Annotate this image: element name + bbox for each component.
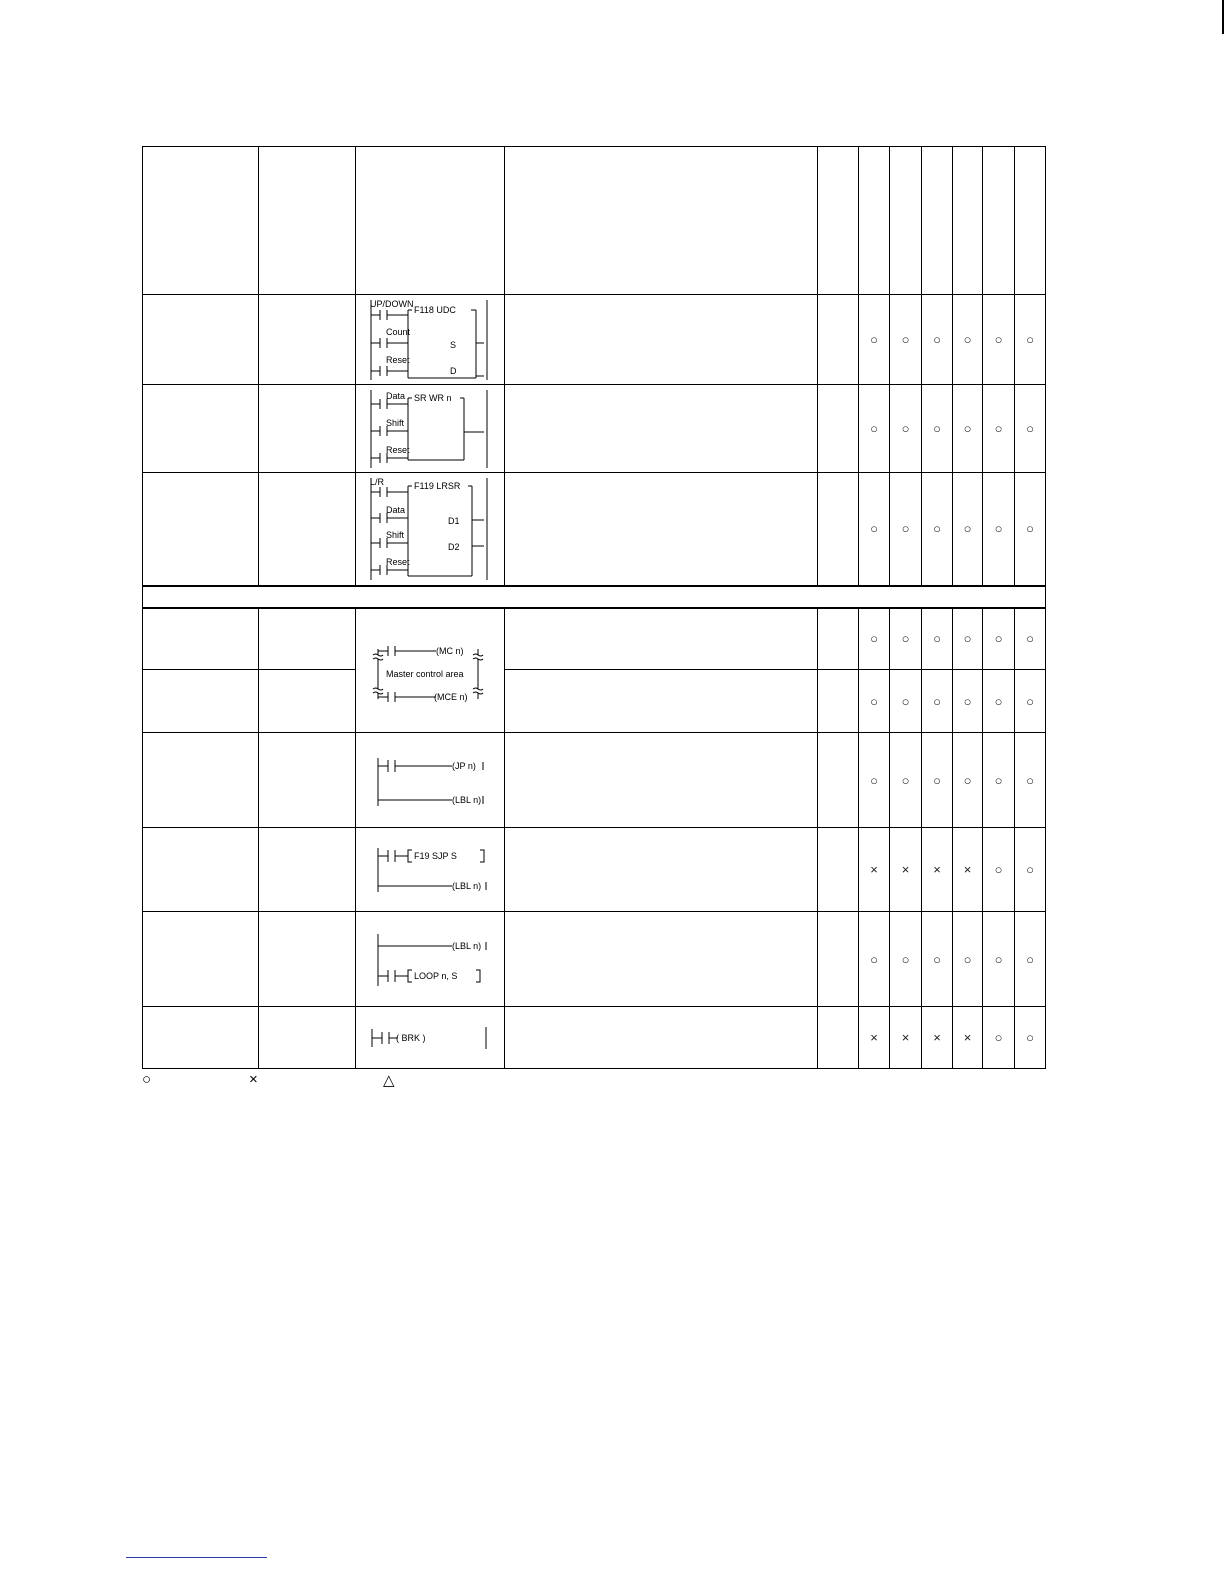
availability-mark: ○ (859, 912, 890, 1007)
mce-coil-label: (MCE n) (434, 692, 468, 703)
lrsr-input-shift: Shift (386, 529, 405, 540)
mnemonic-cell (259, 608, 356, 670)
availability-mark: ○ (922, 385, 953, 473)
availability-mark: ○ (1015, 385, 1046, 473)
description-cell (505, 385, 818, 473)
lrsr-operand-d1: D1 (448, 515, 460, 526)
availability-mark: ○ (922, 608, 953, 670)
availability-mark: ○ (890, 733, 922, 828)
mnemonic-cell (259, 828, 356, 912)
availability-mark: ○ (1015, 912, 1046, 1007)
sr-input-shift: Shift (386, 417, 405, 428)
lrsr-operand-d2: D2 (448, 541, 460, 552)
mnemonic-cell (259, 733, 356, 828)
table-row (143, 670, 1046, 733)
lbl-coil-label: (LBL n) (452, 795, 482, 805)
ladder-cell (356, 1007, 505, 1069)
ladder-cell (356, 295, 505, 385)
availability-mark: ○ (953, 608, 983, 670)
table-row (143, 473, 1046, 586)
sjp-box-label: F19 SJP S (414, 850, 457, 861)
instruction-name-cell (143, 733, 259, 828)
steps-cell (818, 295, 859, 385)
header-cell (818, 147, 859, 295)
availability-mark: ○ (859, 295, 890, 385)
description-cell (505, 912, 818, 1007)
availability-mark: × (922, 828, 953, 912)
lrsr-input-reset: Reset (386, 556, 410, 567)
loop-lbl-coil-label: (LBL n) (452, 941, 482, 951)
availability-mark: ○ (1015, 608, 1046, 670)
table-row (143, 295, 1046, 385)
availability-mark: ○ (1015, 733, 1046, 828)
description-cell (505, 1007, 818, 1069)
instruction-name-cell (143, 1007, 259, 1069)
section-heading-cell (143, 586, 1046, 608)
ladder-cell (356, 733, 505, 828)
description-cell (505, 828, 818, 912)
header-cell (356, 147, 505, 295)
availability-mark: × (890, 1007, 922, 1069)
instruction-name-cell (143, 828, 259, 912)
instruction-table (142, 146, 1046, 1069)
sr-instruction-label: SR WR n (414, 392, 452, 403)
availability-mark: ○ (890, 473, 922, 586)
udc-input-updown: UP/DOWN (370, 298, 414, 309)
availability-mark: ○ (983, 828, 1015, 912)
section-separator-row (143, 586, 1046, 608)
availability-mark: ○ (859, 385, 890, 473)
header-cell (143, 147, 259, 295)
description-cell (505, 670, 818, 733)
availability-mark: ○ (1015, 473, 1046, 586)
table-header-row (143, 147, 1046, 295)
availability-mark: ○ (953, 473, 983, 586)
availability-mark: ○ (922, 295, 953, 385)
mnemonic-cell (259, 1007, 356, 1069)
header-cell (922, 147, 953, 295)
mc-coil-label: (MC n) (436, 646, 464, 657)
udc-operand-s: S (450, 339, 457, 350)
table-row (143, 912, 1046, 1007)
legend-available-symbol: ○ (142, 1071, 152, 1088)
table-row (143, 733, 1046, 828)
availability-mark: ○ (983, 473, 1015, 586)
steps-cell (818, 670, 859, 733)
availability-mark: ○ (922, 733, 953, 828)
udc-input-reset: Reset (386, 354, 410, 365)
instruction-name-cell (143, 912, 259, 1007)
header-cell (859, 147, 890, 295)
ladder-cell (356, 473, 505, 586)
description-cell (505, 473, 818, 586)
description-cell (505, 733, 818, 828)
availability-mark: ○ (983, 1007, 1015, 1069)
mnemonic-cell (259, 912, 356, 1007)
availability-mark: ○ (953, 385, 983, 473)
jp-ladder-diagram (368, 744, 492, 816)
steps-cell (818, 733, 859, 828)
lrsr-input-data: Data (386, 504, 406, 515)
steps-cell (818, 385, 859, 473)
steps-cell (818, 828, 859, 912)
availability-mark: ○ (983, 385, 1015, 473)
legend-partial-symbol: △ (383, 1072, 395, 1089)
availability-mark: ○ (859, 473, 890, 586)
steps-cell (818, 608, 859, 670)
instruction-name-cell (143, 473, 259, 586)
mnemonic-cell (259, 295, 356, 385)
availability-mark: ○ (953, 733, 983, 828)
table-row (143, 828, 1046, 912)
ladder-cell (356, 608, 505, 733)
brk-ladder-diagram (368, 1023, 492, 1053)
description-cell (505, 608, 818, 670)
sjp-lbl-coil-label: (LBL n) (452, 880, 482, 891)
udc-instruction-label: F118 UDC (414, 304, 456, 315)
sr-input-data: Data (386, 390, 406, 401)
availability-mark: ○ (953, 670, 983, 733)
steps-cell (818, 473, 859, 586)
table-row (143, 608, 1046, 670)
lrsr-ladder-diagram (368, 476, 492, 582)
mnemonic-cell (259, 473, 356, 586)
mnemonic-cell (259, 385, 356, 473)
availability-mark: ○ (859, 670, 890, 733)
steps-cell (818, 1007, 859, 1069)
jp-coil-label: (JP n) (452, 761, 476, 771)
availability-mark: ○ (983, 295, 1015, 385)
availability-mark: ○ (890, 295, 922, 385)
availability-mark: ○ (983, 733, 1015, 828)
sr-input-reset: Reset (386, 444, 410, 455)
availability-mark: × (859, 828, 890, 912)
availability-mark: ○ (890, 385, 922, 473)
availability-mark: ○ (983, 670, 1015, 733)
header-cell (259, 147, 356, 295)
availability-mark: × (922, 1007, 953, 1069)
availability-mark: ○ (859, 608, 890, 670)
availability-mark: × (890, 828, 922, 912)
availability-mark: ○ (890, 608, 922, 670)
availability-mark: ○ (1015, 295, 1046, 385)
availability-mark: × (953, 1007, 983, 1069)
availability-mark: ○ (983, 912, 1015, 1007)
mnemonic-cell (259, 670, 356, 733)
header-cell (890, 147, 922, 295)
header-cell (953, 147, 983, 295)
udc-operand-d: D (450, 365, 457, 376)
availability-mark: ○ (953, 295, 983, 385)
steps-cell (818, 912, 859, 1007)
brk-coil-label: ( BRK ) (396, 1032, 426, 1043)
availability-mark: ○ (1015, 828, 1046, 912)
lrsr-input-lr: L/R (370, 476, 385, 487)
header-cell (983, 147, 1015, 295)
loop-box-label: LOOP n, S (414, 971, 458, 981)
sjp-ladder-diagram (368, 840, 492, 900)
availability-mark: ○ (983, 608, 1015, 670)
instruction-name-cell (143, 608, 259, 670)
header-cell (1015, 147, 1046, 295)
loop-ladder-diagram (368, 924, 492, 994)
mc-ladder-diagram (368, 625, 492, 715)
ladder-cell (356, 385, 505, 473)
availability-mark: × (859, 1007, 890, 1069)
footer-link-underline (126, 1557, 267, 1558)
ladder-cell (356, 912, 505, 1007)
availability-mark: ○ (953, 912, 983, 1007)
lrsr-instruction-label: F119 LRSR (414, 480, 461, 491)
instruction-name-cell (143, 295, 259, 385)
availability-mark: ○ (1015, 1007, 1046, 1069)
instruction-name-cell (143, 385, 259, 473)
availability-mark: ○ (890, 912, 922, 1007)
availability-mark: ○ (859, 733, 890, 828)
legend-not-available-symbol: × (249, 1071, 258, 1088)
table-row (143, 1007, 1046, 1069)
availability-mark: × (953, 828, 983, 912)
ladder-cell (356, 828, 505, 912)
instruction-name-cell (143, 670, 259, 733)
availability-mark: ○ (922, 473, 953, 586)
udc-input-count: Count (386, 326, 411, 337)
header-cell (505, 147, 818, 295)
description-cell (505, 295, 818, 385)
legend (142, 1071, 442, 1091)
availability-mark: ○ (890, 670, 922, 733)
availability-mark: ○ (922, 670, 953, 733)
sr-ladder-diagram (368, 388, 492, 470)
master-control-area-label: Master control area (386, 669, 464, 680)
availability-mark: ○ (1015, 670, 1046, 733)
table-row (143, 385, 1046, 473)
availability-mark: ○ (922, 912, 953, 1007)
udc-ladder-diagram (368, 298, 492, 382)
